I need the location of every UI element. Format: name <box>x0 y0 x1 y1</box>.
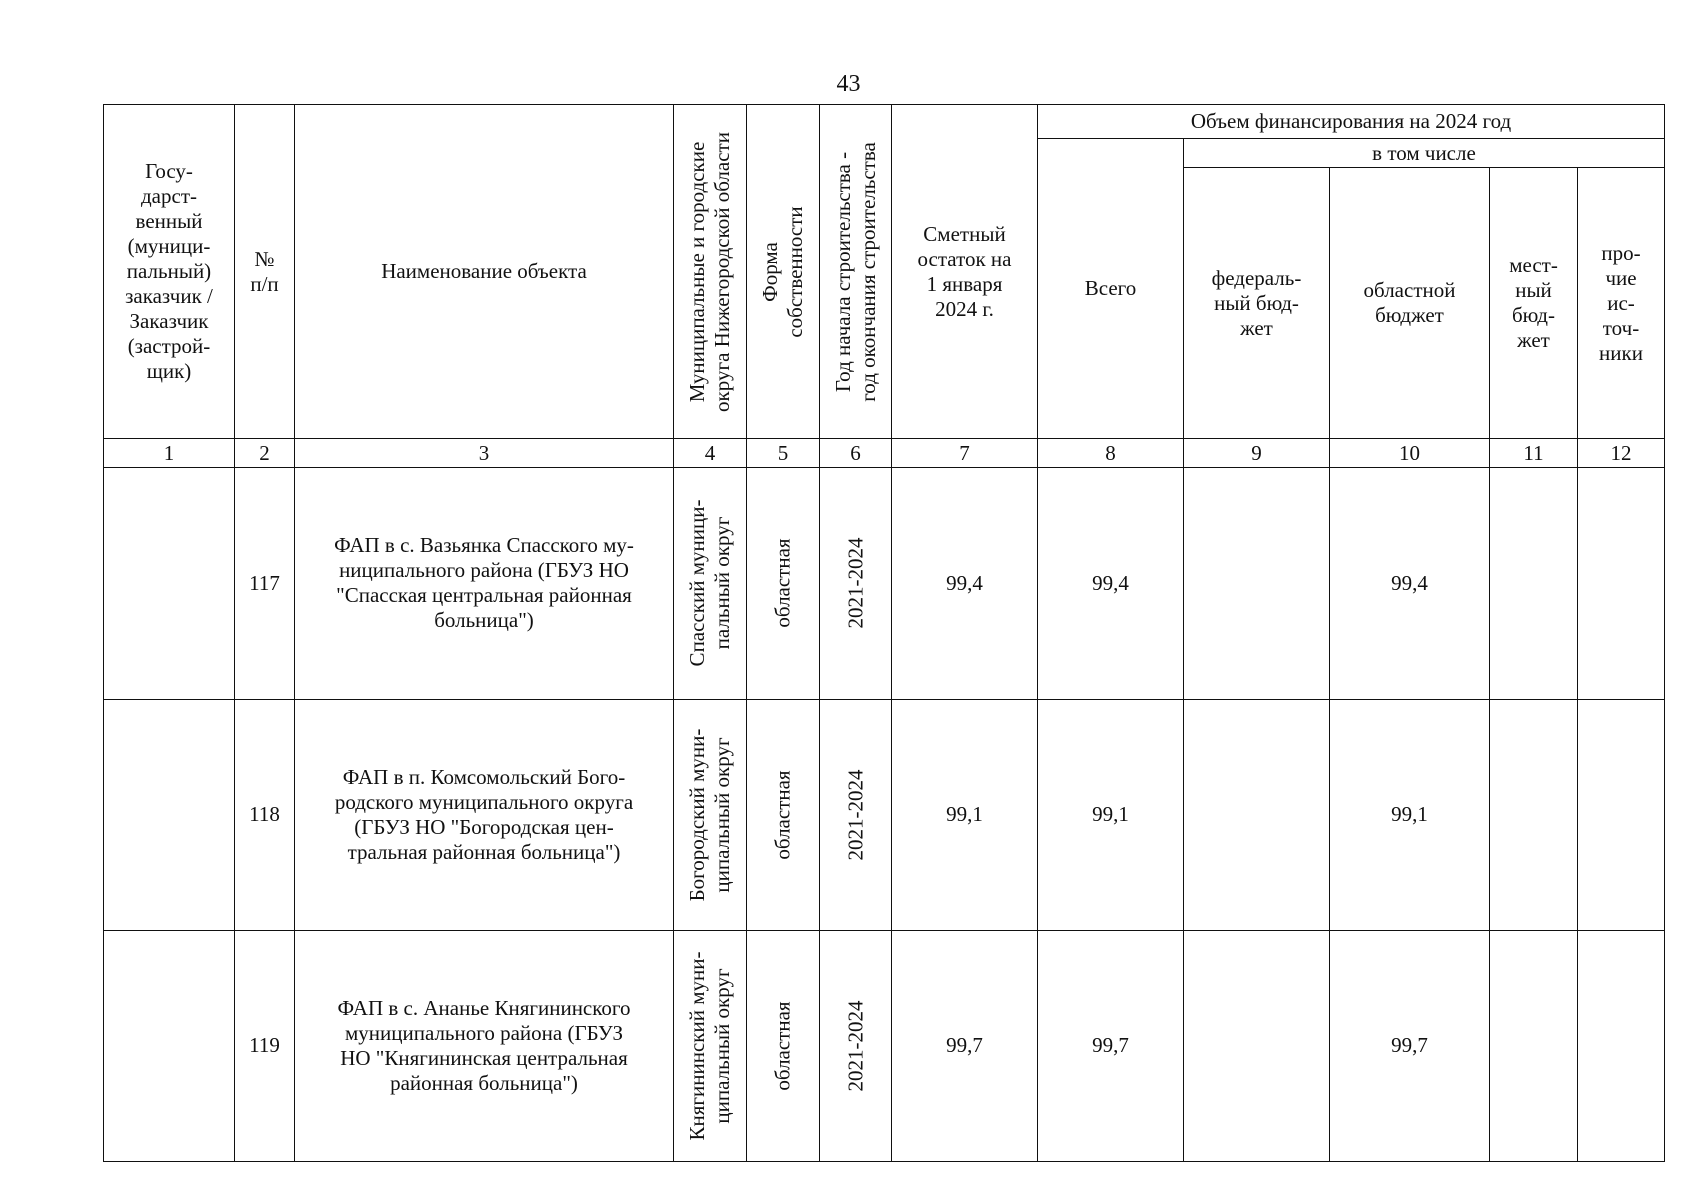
cell-years-text: 2021-2024 <box>843 537 867 629</box>
cell-regional: 99,1 <box>1330 699 1490 930</box>
table-row <box>104 930 1665 1161</box>
header-customer: Госу- дарст- венный (муници- пальный) заказчик / Заказчик (застрой- щик) <box>104 105 235 439</box>
column-number: 4 <box>674 439 747 468</box>
header-including: в том числе <box>1184 139 1665 168</box>
cell-other <box>1578 699 1665 930</box>
column-number: 8 <box>1038 439 1184 468</box>
cell-ownership <box>747 930 820 1161</box>
cell-customer <box>104 930 235 1161</box>
cell-ownership-text: областная <box>770 538 795 629</box>
cell-years-text: 2021-2024 <box>843 769 867 861</box>
cell-ownership-text: областная <box>770 770 795 860</box>
cell-ownership-text: областная <box>770 1001 795 1091</box>
header-object-name: Наименование объекта <box>295 105 674 439</box>
header-local: мест- ный бюд- жет <box>1490 168 1578 439</box>
column-number: 9 <box>1184 439 1330 468</box>
cell-regional: 99,7 <box>1330 930 1490 1161</box>
cell-years-text: 2021-2024 <box>843 1000 867 1092</box>
column-number: 11 <box>1490 439 1578 468</box>
cell-local <box>1490 468 1578 699</box>
cell-municipality <box>674 699 747 930</box>
column-number: 5 <box>747 439 820 468</box>
header-ownership-text: Форма собственности <box>758 205 807 338</box>
cell-other <box>1578 930 1665 1161</box>
column-number: 2 <box>235 439 295 468</box>
column-number: 7 <box>892 439 1038 468</box>
column-number: 3 <box>295 439 674 468</box>
cell-municipality <box>674 468 747 699</box>
cell-total: 99,1 <box>1038 699 1184 930</box>
header-funding: Объем финансирования на 2024 год <box>1038 105 1665 139</box>
cell-balance: 99,7 <box>892 930 1038 1161</box>
cell-federal <box>1184 699 1330 930</box>
column-number: 10 <box>1330 439 1490 468</box>
cell-number: 117 <box>235 468 295 699</box>
cell-municipality-text: Княгининский муни- ципальный округ <box>685 951 734 1141</box>
cell-years <box>820 699 892 930</box>
column-number: 1 <box>104 439 235 468</box>
cell-object-name: ФАП в с. Ананье Княгининского муниципального района (ГБУЗ НО "Княгининская центральная районная больница") <box>295 930 674 1161</box>
column-number: 6 <box>820 439 892 468</box>
header-years-text: Год начала строительства - год окончания строительства <box>830 141 880 402</box>
cell-local <box>1490 699 1578 930</box>
header-other: про- чие ис- точ- ники <box>1578 168 1665 439</box>
header-municipality-text: Муниципальные и городские округа Нижегородской области <box>685 131 734 412</box>
cell-balance: 99,4 <box>892 468 1038 699</box>
header-regional: областной бюджет <box>1330 168 1490 439</box>
cell-local <box>1490 930 1578 1161</box>
header-federal: федераль- ный бюд- жет <box>1184 168 1330 439</box>
table-row <box>104 699 1665 930</box>
column-number: 12 <box>1578 439 1665 468</box>
header-municipality <box>674 105 747 439</box>
cell-federal <box>1184 930 1330 1161</box>
cell-customer <box>104 468 235 699</box>
table-row <box>104 468 1665 699</box>
header-years <box>820 105 892 439</box>
cell-municipality-text: Богородский муни- ципальный округ <box>685 728 734 902</box>
cell-balance: 99,1 <box>892 699 1038 930</box>
cell-object-name: ФАП в п. Комсомольский Бого- родского муниципального округа (ГБУЗ НО "Богородская цен- тральная районная больница") <box>295 699 674 930</box>
header-balance: Сметный остаток на 1 января 2024 г. <box>892 105 1038 439</box>
header-total: Всего <box>1038 139 1184 439</box>
cell-regional: 99,4 <box>1330 468 1490 699</box>
cell-object-name: ФАП в с. Вазьянка Спасского му- ниципального района (ГБУЗ НО "Спасская центральная районная больница") <box>295 468 674 699</box>
cell-years <box>820 930 892 1161</box>
cell-municipality <box>674 930 747 1161</box>
header-number: № п/п <box>235 105 295 439</box>
cell-customer <box>104 699 235 930</box>
cell-ownership <box>747 699 820 930</box>
cell-total: 99,4 <box>1038 468 1184 699</box>
cell-number: 119 <box>235 930 295 1161</box>
cell-total: 99,7 <box>1038 930 1184 1161</box>
cell-years <box>820 468 892 699</box>
cell-municipality-text: Спасский муници- пальный округ <box>685 499 734 667</box>
cell-federal <box>1184 468 1330 699</box>
cell-other <box>1578 468 1665 699</box>
header-ownership <box>747 105 820 439</box>
page-number: 43 <box>836 71 861 97</box>
cell-ownership <box>747 468 820 699</box>
cell-number: 118 <box>235 699 295 930</box>
financing-table <box>103 104 1665 1162</box>
